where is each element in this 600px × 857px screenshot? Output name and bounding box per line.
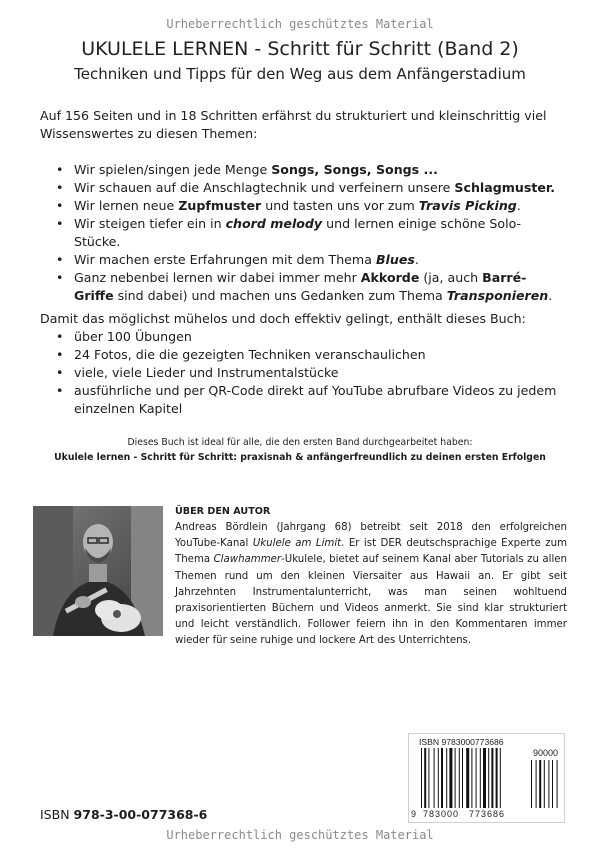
barcode-isbn-label: ISBN 9783000773686 — [419, 737, 504, 747]
barcode-bar — [441, 748, 443, 808]
barcode-bar — [488, 748, 489, 808]
barcode-addon-bar — [552, 760, 553, 808]
ideal-line-1: Dieses Buch ist ideal für alle, die den ersten Band durchgearbeitet haben: — [127, 437, 473, 448]
contents-list — [40, 328, 562, 418]
topics-list — [40, 161, 562, 305]
barcode-addon-bar — [531, 760, 532, 808]
barcode-bar — [480, 748, 481, 808]
author-bio: Andreas Bördlein (Jahrgang 68) betreibt seit 2018 den erfolgreichen YouTube-Kanal Ukulele am Limit. Er ist DER deutschsprachige Experte zum Thema Clawhammer-Ukulele, bietet auf seinem Kanal aber Tutorials zu allen Themen rund um den kleinen Viersaiter aus Hawaii an. Er gibt seit Jahrzehnten Instrumentalunterricht, was man seinen wohltuend praxisorientierten Büchern und Videos anmerkt. Sie sind klar strukturiert und leicht verständlich. Follower feiern ihn in den Kommentaren immer wieder für seine ruhige und lockere Art des Unterrichtens. — [175, 522, 567, 647]
barcode-bar — [446, 748, 447, 808]
barcode-bar — [500, 748, 501, 808]
list-item: • Ganz nebenbei lernen wir dabei immer mehr Akkorde (ja, auch Barré-Griffe sind dabei) und machen uns Gedanken zum Thema Transponieren. — [40, 269, 562, 305]
barcode-bar — [421, 748, 422, 808]
list-item: • viele, viele Lieder und Instrumentalstücke — [40, 364, 562, 382]
barcode-digits-right: 773686 — [469, 809, 506, 819]
isbn-barcode — [408, 733, 565, 823]
barcode-bar — [483, 748, 486, 808]
watermark-bottom: Urheberrechtlich geschütztes Material — [166, 828, 434, 842]
list-item: • Wir spielen/singen jede Menge Songs, Songs, Songs ... — [40, 161, 562, 179]
barcode-bar — [496, 748, 498, 808]
barcode-bar — [462, 748, 463, 808]
isbn-number: ISBN 978-3-00-077368-6 — [40, 807, 208, 822]
list-item: • Wir lernen neue Zupfmuster und tasten uns vor zum Travis Picking. — [40, 197, 562, 215]
author-heading: ÜBER DEN AUTOR — [175, 506, 271, 517]
contents-lead: Damit das möglichst mühelos und doch effektiv gelingt, enthält dieses Buch: — [40, 311, 526, 326]
barcode-addon-bar — [548, 760, 549, 808]
list-item: • Wir machen erste Erfahrungen mit dem Thema Blues. — [40, 251, 562, 269]
book-title: UKULELE LERNEN - Schritt für Schritt (Band 2) — [81, 38, 519, 60]
barcode-bar — [424, 748, 426, 808]
intro-text: Auf 156 Seiten und in 18 Schritten erfährst du strukturiert und kleinschrittig viel Wissenswertes zu diesen Themen: — [40, 108, 547, 141]
list-item: • ausführliche und per QR-Code direkt auf YouTube abrufbare Videos zu jedem einzelnen Kapitel — [40, 382, 562, 418]
barcode-bar — [491, 748, 493, 808]
barcode-bar — [428, 748, 429, 808]
barcode-bar — [471, 748, 472, 808]
list-item: • Wir steigen tiefer ein in chord melody und lernen einige schöne Solo-Stücke. — [40, 215, 562, 251]
list-item: • 24 Fotos, die die gezeigten Techniken veranschaulichen — [40, 346, 562, 364]
ideal-line-2: Ukulele lernen - Schritt für Schritt: praxisnah & anfängerfreundlich zu deinen ersten Erfolgen — [54, 452, 546, 463]
book-subtitle: Techniken und Tipps für den Weg aus dem Anfängerstadium — [74, 65, 526, 83]
author-photo — [33, 506, 163, 636]
barcode-bar — [434, 748, 435, 808]
author-photo-image — [33, 506, 163, 636]
barcode-addon-bar — [544, 760, 545, 808]
barcode-bar — [449, 748, 452, 808]
list-item: • über 100 Übungen — [40, 328, 562, 346]
barcode-digit-first: 9 — [411, 809, 417, 819]
ideal-for-note — [0, 435, 600, 465]
barcode-bar — [476, 748, 477, 808]
barcode-bar — [459, 748, 460, 808]
barcode-addon-bar — [536, 760, 537, 808]
barcode-bar — [438, 748, 439, 808]
barcode-bar — [455, 748, 456, 808]
barcode-bar — [466, 748, 469, 808]
watermark-top: Urheberrechtlich geschütztes Material — [166, 17, 434, 31]
barcode-addon-number: 90000 — [533, 748, 559, 758]
barcode-addon-bar — [557, 760, 558, 808]
barcode-addon-bar — [539, 760, 541, 808]
list-item: • Wir schauen auf die Anschlagtechnik und verfeinern unsere Schlagmuster. — [40, 179, 562, 197]
barcode-digits-left: 783000 — [423, 809, 460, 819]
